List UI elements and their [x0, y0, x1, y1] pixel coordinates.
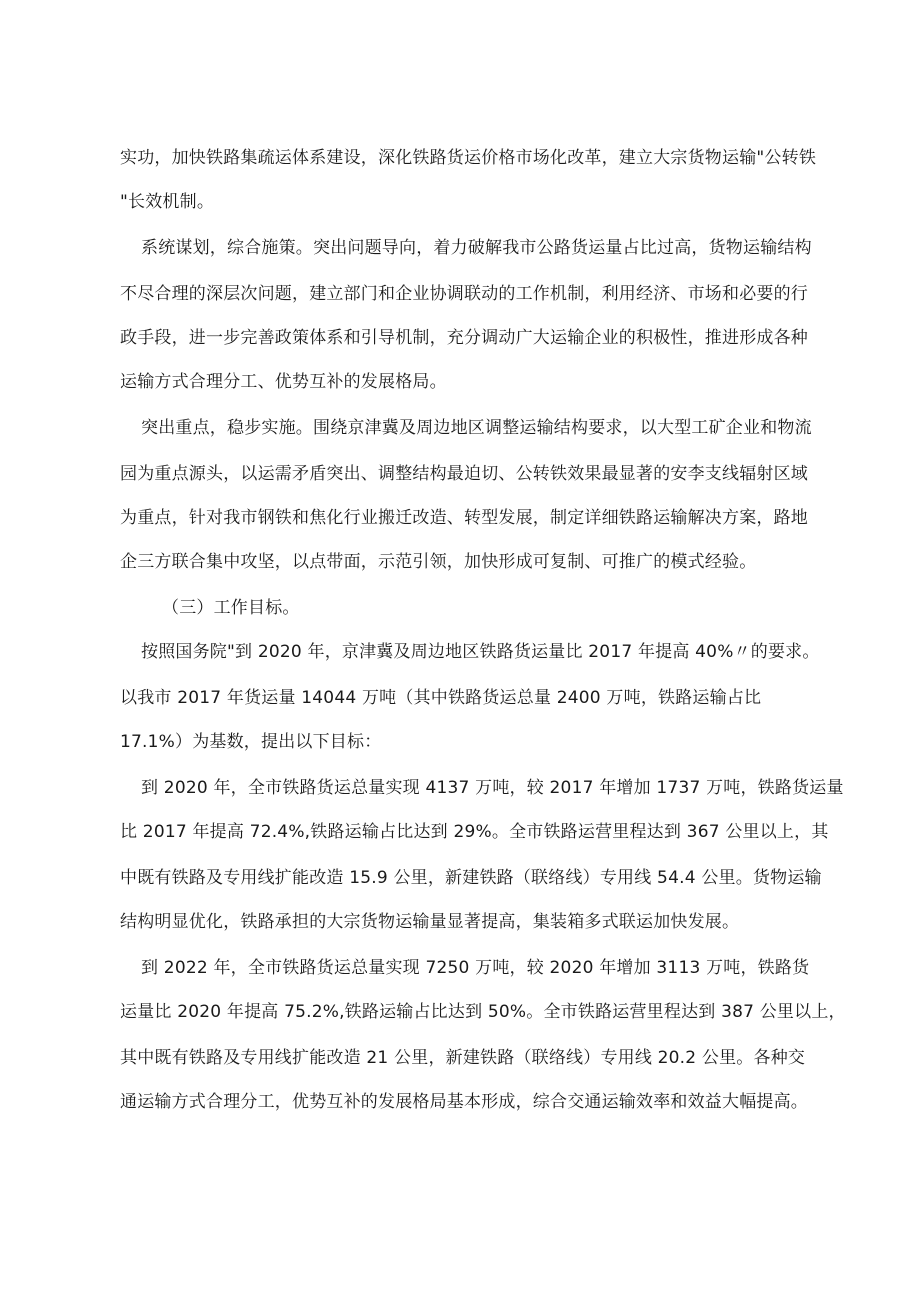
body-text-line: 实功，加快铁路集疏运体系建设，深化铁路货运价格市场化改革，建立大宗货物运输"公转铁 — [120, 148, 817, 168]
body-text-line: 其中既有铁路及专用线扩能改造 21 公里，新建铁路（联络线）专用线 20.2 公里。各种交 — [120, 1048, 806, 1068]
body-text-line: "长效机制。 — [120, 192, 215, 212]
body-text-line: 到 2022 年，全市铁路货运总量实现 7250 万吨，较 2020 年增加 3113 万吨，铁路货 — [141, 958, 810, 978]
body-text-line: 不尽合理的深层次问题，建立部门和企业协调联动的工作机制，利用经济、市场和必要的行 — [120, 284, 808, 304]
body-text-line: 17.1%）为基数，提出以下目标： — [120, 732, 382, 752]
body-text-line: 结构明显优化，铁路承担的大宗货物运输量显著提高，集装箱多式联运加快发展。 — [120, 912, 740, 932]
body-text-line: 比 2017 年提高 72.4%,铁路运输占比达到 29%。全市铁路运营里程达到 367 公里以上，其 — [120, 822, 829, 842]
body-text-line: 为重点，针对我市钢铁和焦化行业搬迁改造、转型发展，制定详细铁路运输解决方案，路地 — [120, 508, 808, 528]
body-text-line: 以我市 2017 年货运量 14044 万吨（其中铁路货运总量 2400 万吨，铁路运输占比 — [120, 688, 762, 708]
body-text-line: 园为重点源头，以运需矛盾突出、调整结构最迫切、公转铁效果最显著的安李支线辐射区域 — [120, 464, 808, 484]
body-text-line: 系统谋划，综合施策。突出问题导向，着力破解我市公路货运量占比过高，货物运输结构 — [141, 238, 812, 258]
body-text-line: 突出重点，稳步实施。围绕京津冀及周边地区调整运输结构要求，以大型工矿企业和物流 — [141, 418, 812, 438]
body-text-line: 按照国务院"到 2020 年，京津冀及周边地区铁路货运量比 2017 年提高 40%〃的要求。 — [141, 642, 820, 662]
body-text-line: 到 2020 年，全市铁路货运总量实现 4137 万吨，较 2017 年增加 1737 万吨，铁路货运量 — [141, 778, 844, 798]
section-heading: （三）工作目标。 — [162, 598, 300, 618]
body-text-line: 企三方联合集中攻坚，以点带面，示范引领，加快形成可复制、可推广的模式经验。 — [120, 552, 757, 572]
body-text-line: 运输方式合理分工、优势互补的发展格局。 — [120, 372, 447, 392]
body-text-line: 运量比 2020 年提高 75.2%,铁路运输占比达到 50%。全市铁路运营里程达到 387 公里以上， — [120, 1002, 846, 1022]
body-text-line: 中既有铁路及专用线扩能改造 15.9 公里，新建铁路（联络线）专用线 54.4 公里。货物运输 — [120, 868, 822, 888]
body-text-line: 通运输方式合理分工，优势互补的发展格局基本形成，综合交通运输效率和效益大幅提高。 — [120, 1092, 808, 1112]
body-text-line: 政手段，进一步完善政策体系和引导机制，充分调动广大运输企业的积极性，推进形成各种 — [120, 328, 808, 348]
